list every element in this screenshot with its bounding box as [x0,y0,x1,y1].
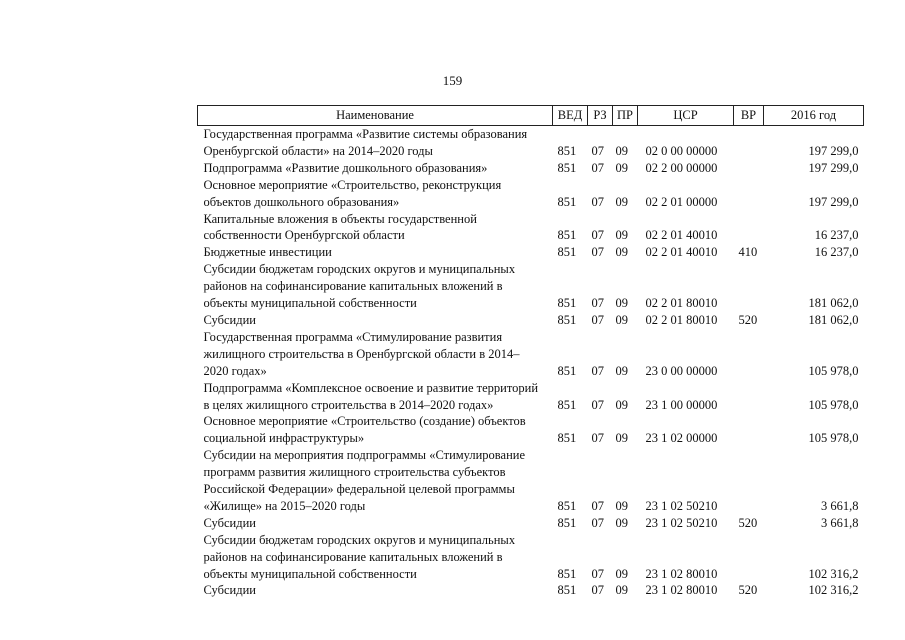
row-rz-cell: 07 [591,296,604,311]
row-name-line: Основное мероприятие «Строительство (создание) объектов [203,414,526,429]
row-name-line: жилищного строительства в Оренбургской области в 2014– [203,346,520,361]
row-name-line: Государственная программа «Стимулирование развития [203,329,503,344]
table-row [198,211,864,245]
row-name-cell [198,261,553,312]
row-vr-cell [734,380,764,414]
row-rz-cell: 07 [591,583,604,598]
row-pr-cell: 09 [615,143,628,158]
row-pr-cell: 09 [615,515,628,530]
header-ved: ВЕД [553,106,588,126]
table-row [198,312,864,329]
header-name: Наименование [198,106,553,126]
row-name-line: Субсидии бюджетам городских округов и муниципальных [203,262,516,277]
row-ved-cell: 851 [557,160,577,175]
row-name-cell [198,312,553,329]
row-amount-cell: 181 062,0 [808,296,859,311]
row-amount-cell: 3 661,8 [821,498,859,513]
row-amount-cell: 102 316,2 [808,583,859,598]
row-csr-cell: 02 2 01 40010 [645,228,718,243]
row-name-cell [198,447,553,515]
row-csr-cell: 23 1 02 50210 [645,498,718,513]
row-name-line: Оренбургской области» на 2014–2020 годы [203,143,433,158]
row-rz-cell: 07 [591,515,604,530]
row-ved-cell: 851 [557,194,577,209]
row-name-cell [198,515,553,532]
row-rz-cell: 07 [591,143,604,158]
row-rz-cell: 07 [591,312,604,327]
table-header-row [198,106,864,126]
row-name-cell [198,244,553,261]
header-pr: ПР [613,106,638,126]
row-ved-cell: 851 [557,566,577,581]
budget-table [197,105,864,599]
row-pr-cell: 09 [615,397,628,412]
row-name-line: Бюджетные инвестиции [203,245,332,260]
row-ved-cell: 851 [557,583,577,598]
row-pr-cell: 09 [615,194,628,209]
row-ved-cell: 851 [557,397,577,412]
row-name-line: программ развития жилищного строительства субъектов [203,465,506,480]
table-row [198,447,864,515]
row-csr-cell: 23 1 02 80010 [645,583,718,598]
row-ved-cell: 851 [557,498,577,513]
row-amount-cell: 105 978,0 [808,431,859,446]
row-amount-cell: 197 299,0 [808,194,859,209]
row-pr-cell: 09 [615,312,628,327]
table-row [198,380,864,414]
row-csr-cell: 23 1 02 80010 [645,566,718,581]
row-ved-cell: 851 [557,228,577,243]
table-row [198,329,864,380]
row-name-line: объекты муниципальной собственности [203,296,417,311]
row-vr-cell [734,177,764,211]
table-row [198,532,864,583]
row-rz-cell: 07 [591,498,604,513]
row-amount-cell: 3 661,8 [821,515,859,530]
row-amount-cell: 181 062,0 [808,312,859,327]
row-csr-cell: 23 1 02 00000 [645,431,718,446]
row-ved-cell: 851 [557,245,577,260]
row-rz-cell: 07 [591,397,604,412]
row-ved-cell: 851 [557,431,577,446]
row-name-line: районов на софинансирование капитальных вложений в [203,279,503,294]
row-amount-cell: 105 978,0 [808,363,859,378]
row-name-cell [198,582,553,599]
row-name-line: социальной инфраструктуры» [203,431,365,446]
row-vr-cell [734,329,764,380]
table-row [198,177,864,211]
row-csr-cell: 02 2 01 80010 [645,296,718,311]
row-amount-cell: 197 299,0 [808,143,859,158]
row-name-line: собственности Оренбургской области [203,228,405,243]
row-vr-cell [734,413,764,447]
row-csr-cell: 02 0 00 00000 [645,143,718,158]
row-ved-cell: 851 [557,363,577,378]
row-ved-cell: 851 [557,312,577,327]
row-ved-cell: 851 [557,296,577,311]
row-rz-cell: 07 [591,160,604,175]
header-rz: РЗ [588,106,613,126]
row-name-line: Субсидии бюджетам городских округов и муниципальных [203,532,516,547]
header-vr: ВР [734,106,764,126]
row-name-line: Субсидии [203,583,256,598]
row-name-cell [198,126,553,160]
row-csr-cell: 02 2 01 00000 [645,194,718,209]
row-name-line: Субсидии на мероприятия подпрограммы «Стимулирование [203,448,526,463]
row-name-cell [198,160,553,177]
row-ved-cell: 851 [557,143,577,158]
row-rz-cell: 07 [591,566,604,581]
row-vr-cell: 520 [738,583,758,598]
row-name-cell [198,211,553,245]
row-vr-cell: 520 [738,515,758,530]
row-amount-cell: 197 299,0 [808,160,859,175]
row-pr-cell: 09 [615,228,628,243]
row-name-line: Основное мероприятие «Строительство, реконструкция [203,177,502,192]
row-name-line: Капитальные вложения в объекты государственной [203,211,477,226]
row-name-line: объектов дошкольного образования» [203,194,400,209]
page-number: 159 [442,73,463,88]
header-amount: 2016 год [764,106,864,126]
row-csr-cell: 02 2 00 00000 [645,160,718,175]
row-pr-cell: 09 [615,498,628,513]
row-amount-cell: 102 316,2 [808,566,859,581]
table-body [198,126,864,600]
table-row [198,582,864,599]
row-rz-cell: 07 [591,228,604,243]
table-row [198,515,864,532]
row-amount-cell: 16 237,0 [814,228,859,243]
row-name-cell [198,329,553,380]
row-vr-cell [734,261,764,312]
header-csr: ЦСР [638,106,734,126]
row-name-line: Подпрограмма «Развитие дошкольного образования» [203,160,488,175]
row-vr-cell [734,447,764,515]
row-name-cell [198,532,553,583]
row-name-cell [198,177,553,211]
table-row [198,126,864,160]
row-amount-cell: 16 237,0 [814,245,859,260]
row-vr-cell [734,126,764,160]
row-csr-cell: 23 1 02 50210 [645,515,718,530]
row-csr-cell: 02 2 01 80010 [645,312,718,327]
row-ved-cell: 851 [557,515,577,530]
row-rz-cell: 07 [591,245,604,260]
row-name-cell [198,413,553,447]
row-vr-cell: 410 [738,245,758,260]
row-vr-cell: 520 [738,312,758,327]
row-name-line: Подпрограмма «Комплексное освоение и развитие территорий [203,380,539,395]
row-rz-cell: 07 [591,431,604,446]
row-name-line: Российской Федерации» федеральной целевой программы [203,482,515,497]
row-name-line: районов на софинансирование капитальных вложений в [203,549,503,564]
row-name-cell [198,380,553,414]
row-name-line: Субсидии [203,515,256,530]
row-name-line: в целях жилищного строительства в 2014–2020 годах» [203,397,494,412]
row-pr-cell: 09 [615,583,628,598]
table-row [198,160,864,177]
row-csr-cell: 23 1 00 00000 [645,397,718,412]
row-name-line: объекты муниципальной собственности [203,566,417,581]
row-pr-cell: 09 [615,431,628,446]
table-row [198,244,864,261]
row-rz-cell: 07 [591,194,604,209]
row-vr-cell [734,211,764,245]
row-name-line: «Жилище» на 2015–2020 годы [203,498,366,513]
row-pr-cell: 09 [615,245,628,260]
row-vr-cell [734,532,764,583]
row-pr-cell: 09 [615,363,628,378]
table-row [198,413,864,447]
row-pr-cell: 09 [615,296,628,311]
row-amount-cell: 105 978,0 [808,397,859,412]
row-rz-cell: 07 [591,363,604,378]
row-vr-cell [734,160,764,177]
row-pr-cell: 09 [615,566,628,581]
row-name-line: 2020 годах» [203,363,267,378]
row-csr-cell: 23 0 00 00000 [645,363,718,378]
row-name-line: Государственная программа «Развитие системы образования [203,127,528,141]
table-row [198,261,864,312]
row-csr-cell: 02 2 01 40010 [645,245,718,260]
row-pr-cell: 09 [615,160,628,175]
row-name-line: Субсидии [203,312,256,327]
